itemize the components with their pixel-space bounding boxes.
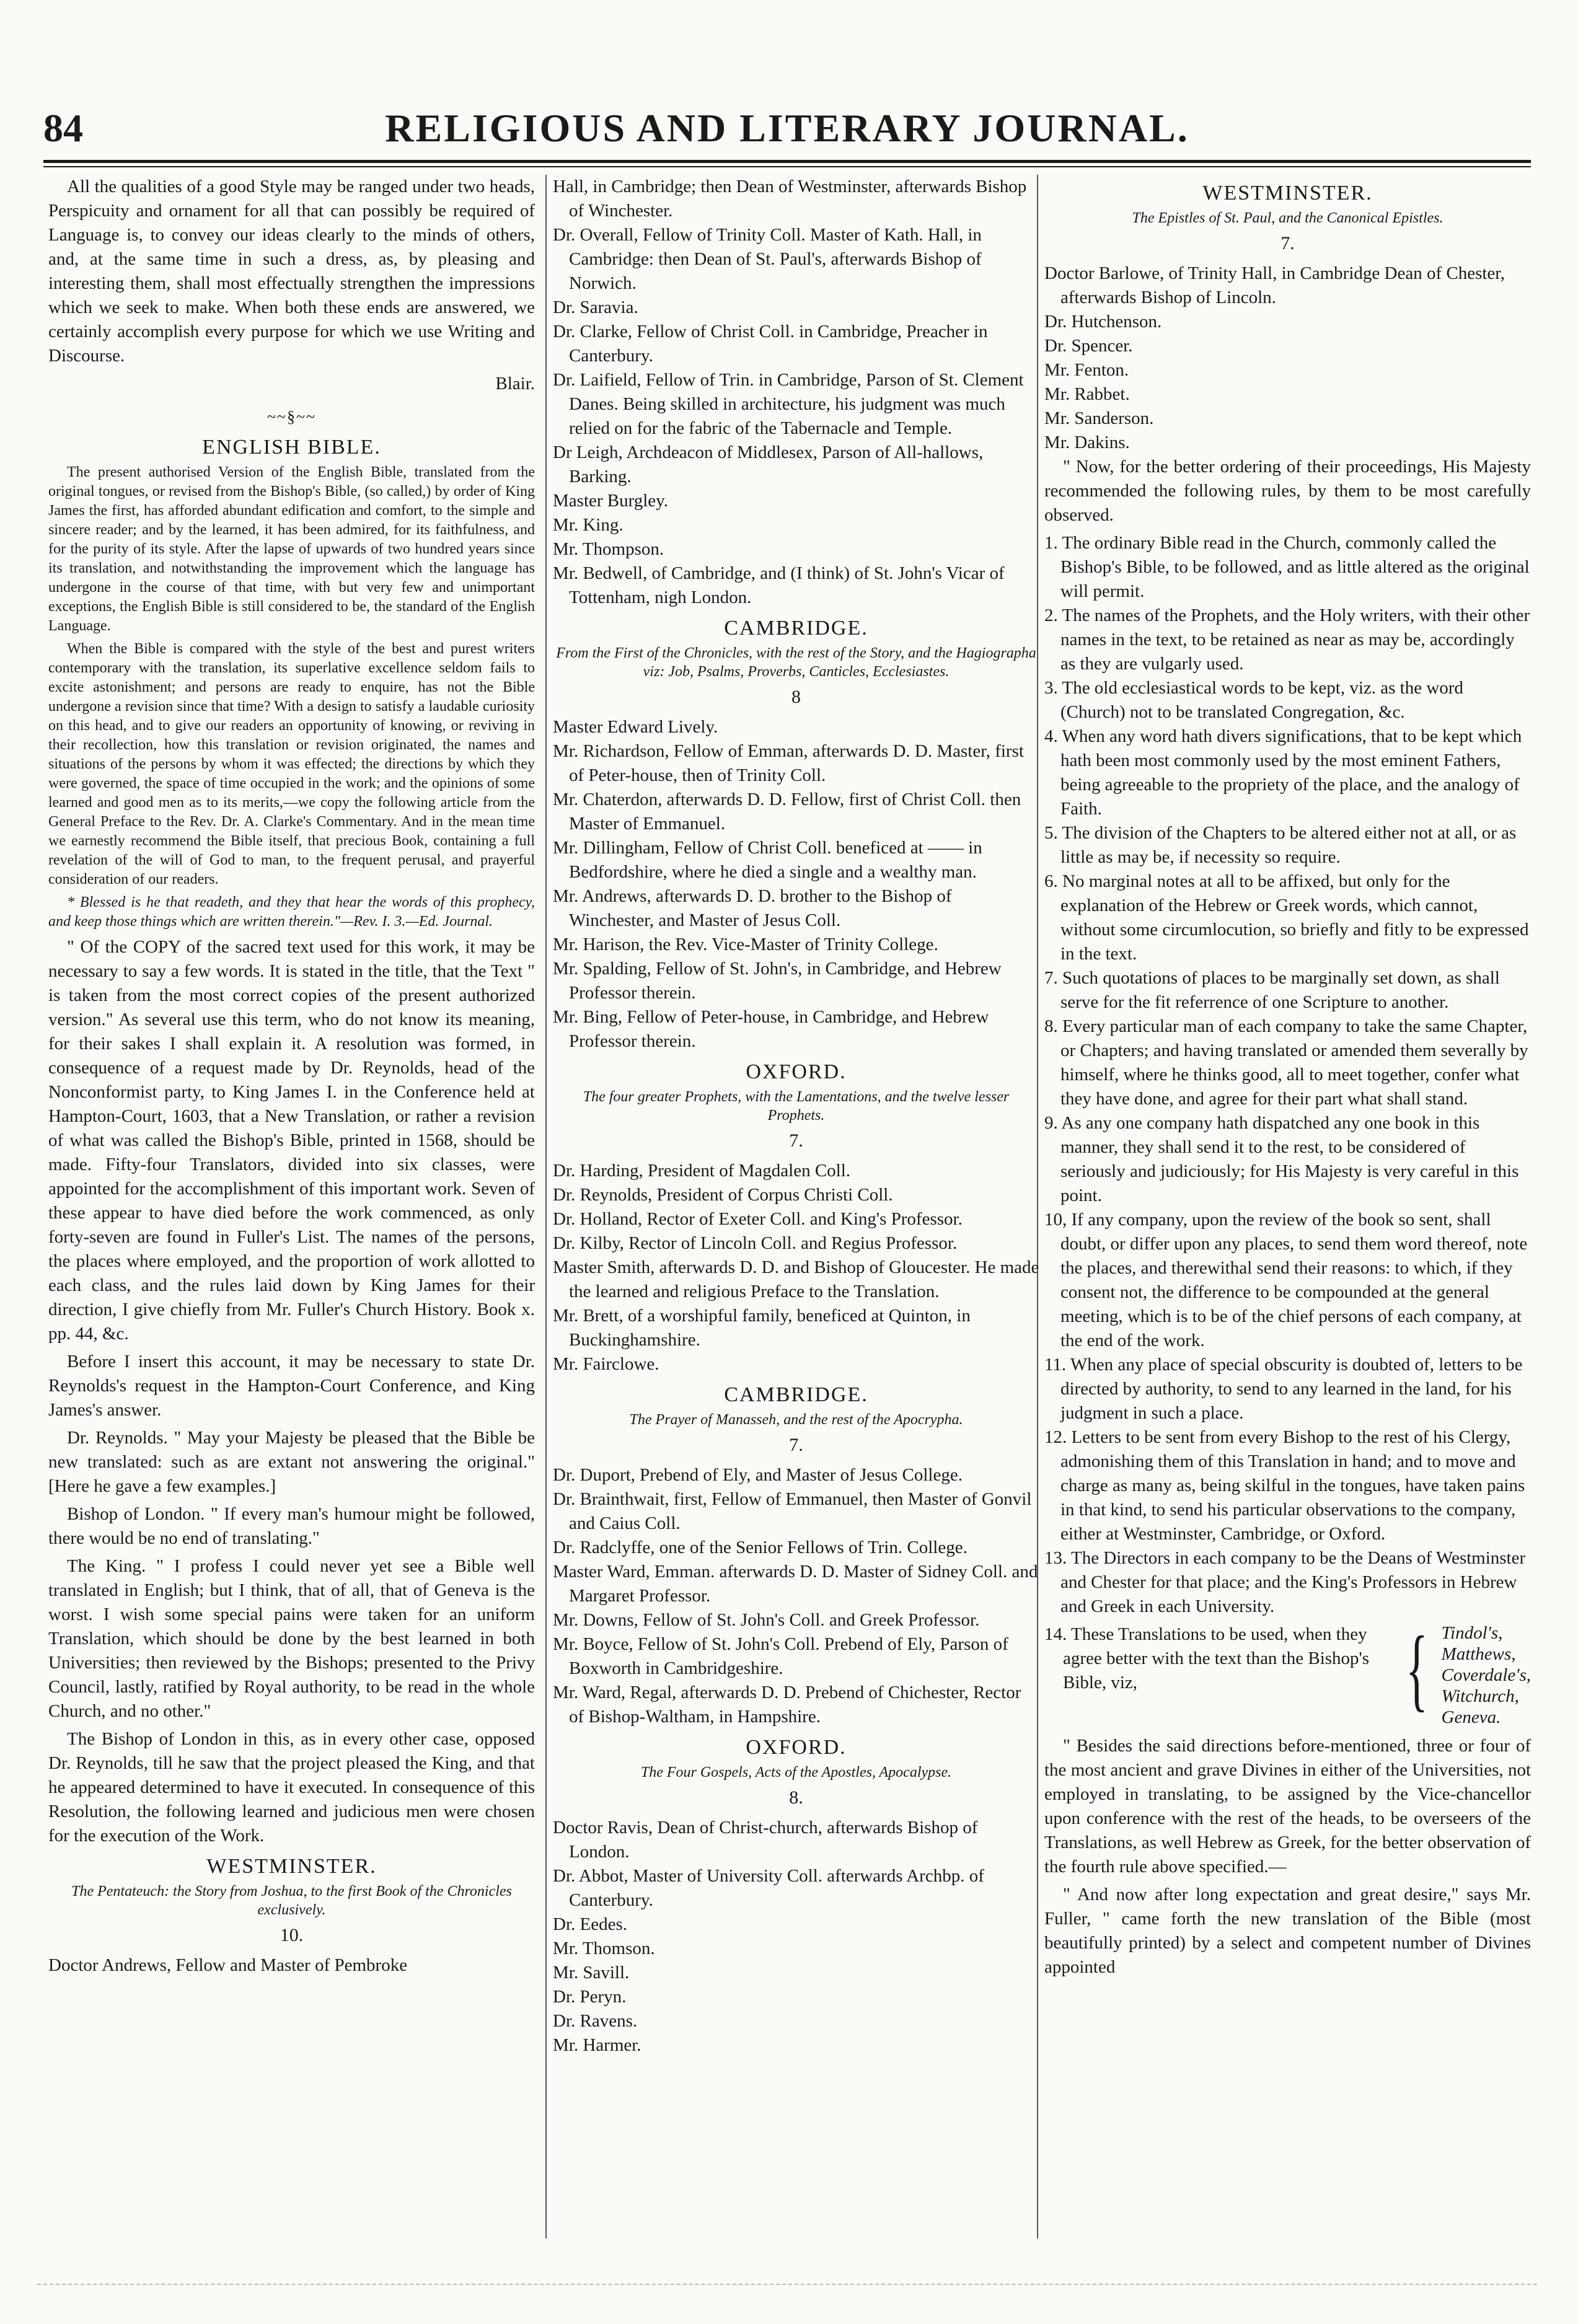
list-item: Dr. Clarke, Fellow of Christ Coll. in Cambridge, Preacher in Canterbury. bbox=[553, 322, 988, 366]
header-rule-thin bbox=[43, 166, 1531, 167]
list-item: Tindol's, bbox=[1441, 1623, 1503, 1643]
header-rule bbox=[43, 160, 1531, 163]
rule-item: 8. Every particular man of each company to take the same Chapter, or Chapters; and having translated or amended them severally by himself, where he thinks good, all to meet together, confer what they have done, and agree for their part what shall stand. bbox=[1044, 1016, 1528, 1109]
section-subtitle: From the First of the Chronicles, with the rest of the Story, and the Hagiographa viz: Job, Psalms, Proverbs, Canticles, Ecclesiastes. bbox=[556, 645, 1036, 680]
list-item: Matthews, bbox=[1441, 1644, 1516, 1664]
list-item: Dr. Laifield, Fellow of Trin. in Cambridge, Parson of St. Clement Danes. Being skilled in architecture, his judgment was much relied on for the fabric of the Tabernacle and Temple. bbox=[553, 370, 1024, 438]
list-item: Mr. Ward, Regal, afterwards D. D. Prebend of Chichester, Rector of Bishop-Waltham, in Hampshire. bbox=[553, 1683, 1021, 1727]
section-heading: ENGLISH BIBLE. bbox=[202, 436, 381, 459]
paragraph: The present authorised Version of the English Bible, translated from the original tongues, or revised from the Bishop's Bible, (so called,) by order of King James the first, has afforded abundant edification and comfort, to the simple and sincere reader; and by the learned, it has been admired, for its faithfulness, and for the purity of its style. After the lapse of upwards of two hundred years since its translation, and notwithstanding the improvement which the language has undergone in the course of that time, with but very few and unimportant exceptions, the English Bible is still considered to be, the standard of the English Language. bbox=[48, 464, 535, 634]
rule-item: 2. The names of the Prophets, and the Holy writers, with their other names in the text, to be retained as near as may be, accordingly as they are vulgarly used. bbox=[1044, 605, 1530, 674]
section-heading: OXFORD. bbox=[746, 1060, 847, 1083]
list-item: Mr. Harison, the Rev. Vice-Master of Trinity College. bbox=[553, 935, 938, 954]
motto: * Blessed is he that readeth, and they that hear the words of this prophecy, and keep those things which are written therein."—Rev. I. 3.—Ed. Journal. bbox=[48, 894, 535, 930]
list-item: Master Edward Lively. bbox=[553, 717, 718, 737]
page-header bbox=[43, 105, 1531, 155]
column-left bbox=[48, 175, 535, 2238]
paragraph: " Of the COPY of the sacred text used for this work, it may be necessary to say a few words. It is stated in the title, that the Text " is taken from the most correct copies of the present authorized version." As several use this term, who do not know its meaning, for their sakes I shall explain it. A resolution was formed, in consequence of a request made by Dr. Reynolds, head of the Nonconformist party, to King James I. in the Conference held at Hampton-Court, 1603, that a New Translation, or rather a revision of what was called the Bishop's Bible, printed in 1568, should be made. Fifty-four Translators, divided into six classes, were appointed for the accomplishment of this important work. Seven of these appear to have died before the work commenced, as only forty-seven are found in Fuller's List. The names of the persons, the places where employed, and the proportion of work allotted to each class, and the rules laid down by King James for their direction, I give chiefly from Mr. Fuller's Church History. Book x. pp. 44, &c. bbox=[48, 937, 535, 1344]
rule-item: 12. Letters to be sent from every Bishop to the rest of his Clergy, admonishing them of this Translation in hand; and to move and charge as many as, being skilful in the tongues, have taken pains in that kind, to send his particular observations to the company, either at Westminster, Cambridge, or Oxford. bbox=[1044, 1427, 1525, 1544]
list-item: Mr. King. bbox=[553, 515, 624, 535]
paragraph: The Bishop of London in this, as in every other case, opposed Dr. Reynolds, till he saw that the project pleased the King, and that he appeared determined to have it executed. In consequence of this Resolution, the following learned and judicious men were chosen for the execution of the Work. bbox=[48, 1729, 535, 1846]
rule-item: 4. When any word hath divers significations, that to be kept which hath been most commonly used by the most eminent Fathers, being agreeable to the propriety of the place, and the analogy of Faith. bbox=[1044, 726, 1522, 819]
list-item: Master Smith, afterwards D. D. and Bishop of Gloucester. He made the learned and religious Preface to the Translation. bbox=[553, 1257, 1039, 1301]
section-subtitle: The Pentateuch: the Story from Joshua, to the first Book of the Chronicles exclusively. bbox=[71, 1883, 512, 1918]
running-title: RELIGIOUS AND LITERARY JOURNAL. bbox=[385, 106, 1189, 150]
section-subtitle: The Prayer of Manasseh, and the rest of the Apocrypha. bbox=[629, 1412, 963, 1428]
list-item: Doctor Barlowe, of Trinity Hall, in Cambridge Dean of Chester, afterwards Bishop of Lincoln. bbox=[1044, 263, 1505, 307]
section-count: 10. bbox=[280, 1925, 304, 1945]
list-item: Mr. Brett, of a worshipful family, beneficed at Quinton, in Buckinghamshire. bbox=[553, 1306, 971, 1350]
blair-attribution: Blair. bbox=[495, 374, 535, 394]
list-item: Coverdale's, bbox=[1441, 1665, 1531, 1685]
list-item: Mr. Bedwell, of Cambridge, and (I think) of St. John's Vicar of Tottenham, nigh London. bbox=[553, 563, 1005, 607]
section-count: 7. bbox=[1280, 233, 1295, 253]
list-item: Doctor Andrews, Fellow and Master of Pembroke bbox=[48, 1955, 408, 1975]
section-subtitle: The four greater Prophets, with the Lamentations, and the twelve lesser Prophets. bbox=[583, 1089, 1010, 1124]
list-item: Mr. Harmer. bbox=[553, 2035, 641, 2055]
paragraph: When the Bible is compared with the style of the best and purest writers contemporary with the translation, its superlative excellence seldom fails to excite astonishment; and persons are ready to enquire, has not the Bible undergone a revision since that time? With a design to satisfy a laudable curiosity on this head, and to give our readers an opportunity of knowing, or reviving in their recollection, how this translation or revision originated, the names and situations of the persons by whom it was effected; the directions by which they were governed, the space of time occupied in the work; and the opinions of some learned and good men as to its merits,—we copy the following article from the General Preface to the Rev. Dr. A. Clarke's Commentary. And in the mean time we earnestly recommend the Bible itself, that precious Book, containing a full revelation of the will of God to man, to the frequent perusal, and prayerful consideration of our readers. bbox=[48, 641, 535, 887]
list-item: Mr. Fenton. bbox=[1044, 360, 1129, 380]
section-heading: CAMBRIDGE. bbox=[724, 1383, 868, 1406]
rule-item: 5. The division of the Chapters to be altered either not at all, or as little as may be, if necessity so require. bbox=[1044, 823, 1517, 867]
list-item: Doctor Ravis, Dean of Christ-church, afterwards Bishop of London. bbox=[553, 1818, 978, 1862]
rule-item: 3. The old ecclesiastical words to be kept, viz. as the word (Church) not to be translated Congregation, &c. bbox=[1044, 678, 1463, 722]
list-item: Dr. Hutchenson. bbox=[1044, 312, 1162, 332]
list-item: Master Ward, Emman. afterwards D. D. Master of Sidney Coll. and Margaret Professor. bbox=[553, 1562, 1038, 1606]
section-count: 7. bbox=[789, 1130, 803, 1151]
list-item: Mr. Chaterdon, afterwards D. D. Fellow, first of Christ Coll. then Master of Emmanuel. bbox=[553, 790, 1021, 834]
list-item: Mr. Dillingham, Fellow of Christ Coll. beneficed at —— in Bedfordshire, where he died a single and a wealthy man. bbox=[553, 838, 982, 882]
list-item: Mr. Fairclowe. bbox=[553, 1354, 659, 1374]
section-subtitle: The Four Gospels, Acts of the Apostles, Apocalypse. bbox=[640, 1764, 952, 1780]
rule-item: 6. No marginal notes at all to be affixed, but only for the explanation of the Hebrew or Greek words, which cannot, without some circumlocution, so briefly and fitly to be expressed in the text. bbox=[1044, 871, 1529, 964]
list-item: Dr. Abbot, Master of University Coll. afterwards Archbp. of Canterbury. bbox=[553, 1866, 984, 1910]
paragraph: Bishop of London. " If every man's humour might be followed, there would be no end of translating." bbox=[48, 1504, 535, 1548]
list-item: Dr. Spencer. bbox=[1044, 336, 1133, 356]
list-item: Dr. Holland, Rector of Exeter Coll. and King's Professor. bbox=[553, 1209, 963, 1229]
rule-14-block bbox=[1044, 1618, 1531, 1728]
section-heading: OXFORD. bbox=[746, 1736, 847, 1759]
paragraph: " Besides the said directions before-mentioned, three or four of the most ancient and grave Divines in either of the Universities, not employed in translating, to be assigned by the Vice-chancellor upon conference with the rest of the heads, to be overseers of the Translations, as well Hebrew as Greek, for the better observation of the fourth rule above specified.— bbox=[1044, 1736, 1531, 1877]
list-item: Mr. Rabbet. bbox=[1044, 384, 1130, 404]
list-item: Dr. Peryn. bbox=[553, 1987, 627, 2007]
list-item: Dr. Kilby, Rector of Lincoln Coll. and Regius Professor. bbox=[553, 1233, 958, 1253]
list-item: Dr. Brainthwait, first, Fellow of Emmanuel, then Master of Gonvil and Caius Coll. bbox=[553, 1489, 1032, 1533]
paragraph: " And now after long expectation and great desire," says Mr. Fuller, " came forth the new translation of the Bible (most beautifully printed) by a select and competent number of Divines appointed bbox=[1044, 1885, 1531, 1977]
list-item: Dr. Duport, Prebend of Ely, and Master of Jesus College. bbox=[553, 1465, 963, 1485]
list-item: Mr. Richardson, Fellow of Emman, afterwards D. D. Master, first of Peter-house, then of Trinity Coll. bbox=[553, 741, 1024, 785]
list-item: Dr. Eedes. bbox=[553, 1914, 627, 1934]
list-item: Mr. Downs, Fellow of St. John's Coll. and Greek Professor. bbox=[553, 1610, 980, 1630]
list-item: Mr. Boyce, Fellow of St. John's Coll. Prebend of Ely, Parson of Boxworth in Cambridgeshire. bbox=[553, 1634, 1008, 1678]
section-count: 8 bbox=[791, 687, 801, 707]
section-heading: CAMBRIDGE. bbox=[724, 617, 868, 640]
list-item: Mr. Thompson. bbox=[553, 539, 664, 559]
rule-item: 7. Such quotations of places to be marginally set down, as shall serve for the fit referrence of one Scripture to another. bbox=[1044, 968, 1500, 1012]
blair-quote: All the qualities of a good Style may be ranged under two heads, Perspicuity and ornament for all that can possibly be required of Language is, to convey our ideas clearly to the minds of others, and, at the same time in such a dress, as, by pleasing and interesting them, shall most effectually strengthen the impressions which we seek to make. When both these ends are answered, we certainly accomplish every purpose for which we use Writing and Discourse. bbox=[48, 177, 535, 366]
paragraph: Before I insert this account, it may be necessary to state Dr. Reynolds's request in the Hampton-Court Conference, and King James's answer. bbox=[48, 1352, 535, 1420]
list-item: Dr Leigh, Archdeacon of Middlesex, Parson of All-hallows, Barking. bbox=[553, 442, 984, 486]
page-number: 84 bbox=[43, 106, 83, 150]
list-item: Mr. Bing, Fellow of Peter-house, in Cambridge, and Hebrew Professor therein. bbox=[553, 1007, 989, 1051]
list-item: Hall, in Cambridge; then Dean of Westminster, afterwards Bishop of Winchester. bbox=[553, 177, 1027, 221]
column-middle bbox=[553, 175, 1039, 2238]
list-item: Mr. Dakins. bbox=[1044, 433, 1130, 452]
list-item: Mr. Thomson. bbox=[553, 1939, 655, 1958]
section-heading: WESTMINSTER. bbox=[1202, 182, 1373, 205]
bottom-edge bbox=[37, 2284, 1537, 2285]
list-item: Master Burgley. bbox=[553, 491, 669, 511]
rules-intro: " Now, for the better ordering of their proceedings, His Majesty recommended the following rules, by them to be most carefully observed. bbox=[1044, 457, 1531, 525]
paragraph: Dr. Reynolds. " May your Majesty be pleased that the Bible be new translated: such as are extant not answering the original." [Here he gave a few examples.] bbox=[48, 1428, 535, 1496]
list-item: Dr. Reynolds, President of Corpus Christi Coll. bbox=[553, 1185, 893, 1205]
section-heading: WESTMINSTER. bbox=[206, 1855, 377, 1878]
section-subtitle: The Epistles of St. Paul, and the Canonical Epistles. bbox=[1132, 210, 1444, 226]
list-item: Geneva. bbox=[1441, 1707, 1501, 1727]
list-item: Witchurch, bbox=[1441, 1686, 1519, 1706]
list-item: Dr. Overall, Fellow of Trinity Coll. Master of Kath. Hall, in Cambridge: then Dean of St. Paul's, afterwards Bishop of Norwich. bbox=[553, 225, 982, 293]
list-item: Dr. Radclyffe, one of the Senior Fellows of Trin. College. bbox=[553, 1538, 968, 1557]
list-item: Mr. Andrews, afterwards D. D. brother to the Bishop of Winchester, and Master of Jesus Coll. bbox=[553, 886, 952, 930]
section-count: 8. bbox=[789, 1787, 803, 1808]
rule-item: 1. The ordinary Bible read in the Church, commonly called the Bishop's Bible, to be followed, and as little altered as the original will permit. bbox=[1044, 533, 1530, 601]
rule-item: 14. These Translations to be used, when they agree better with the text than the Bishop's Bible, viz, bbox=[1044, 1624, 1370, 1692]
paragraph: The King. " I profess I could never yet see a Bible well translated in English; but I think, that of all, that of Geneva is the worst. I wish some special pains were taken for an uniform Translation, which should be done by the best learned in both Universities; then reviewed by the Bishops; presented to the Privy Council, lastly, ratified by Royal authority, to be read in the whole Church, and no other." bbox=[48, 1556, 535, 1721]
section-count: 7. bbox=[789, 1435, 803, 1455]
list-item: Mr. Sanderson. bbox=[1044, 408, 1154, 428]
column-divider bbox=[545, 175, 547, 2238]
list-item: Dr. Ravens. bbox=[553, 2011, 638, 2031]
curly-brace: { bbox=[1405, 1618, 1428, 1720]
list-item: Mr. Spalding, Fellow of St. John's, in Cambridge, and Hebrew Professor therein. bbox=[553, 959, 1002, 1003]
rule-item: 13. The Directors in each company to be the Deans of Westminster and Chester for that place; and the King's Professors in Hebrew and Greek in each University. bbox=[1044, 1548, 1526, 1616]
list-item: Mr. Savill. bbox=[553, 1963, 630, 1983]
list-item: Dr. Saravia. bbox=[553, 297, 638, 317]
translations-list bbox=[1442, 1622, 1531, 1728]
rule-item: 11. When any place of special obscurity is doubted of, letters to be directed by authority, to send to any learned in the land, for his judgment in such a place. bbox=[1044, 1355, 1523, 1423]
rule-item: 9. As any one company hath dispatched any one book in this manner, they shall send it to the rest, to be considered of seriously and judiciously; for His Majesty is very careful in this point. bbox=[1044, 1113, 1519, 1205]
ornament-divider: ~~§~~ bbox=[267, 408, 317, 426]
column-right bbox=[1044, 175, 1531, 2238]
list-item: Dr. Harding, President of Magdalen Coll. bbox=[553, 1161, 851, 1181]
rule-item: 10, If any company, upon the review of the book so sent, shall doubt, or differ upon any places, to send them word thereof, note the places, and therewithal send their reasons: to which, if they consent not, the difference to be compounded at the general meeting, which is to be of the chief persons of each company, at the end of the work. bbox=[1044, 1210, 1528, 1350]
